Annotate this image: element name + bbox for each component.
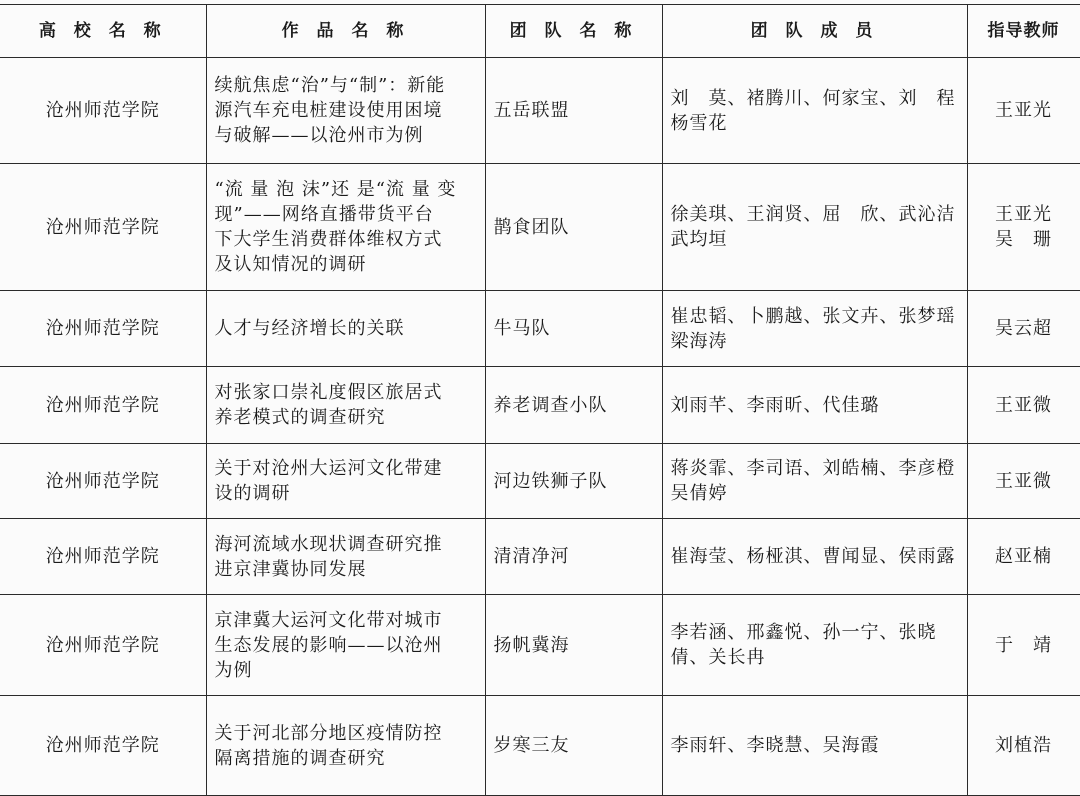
- team-cell: 扬帆冀海: [485, 595, 662, 696]
- work-line: 续航焦虑“治”与“制”：新能: [214, 75, 446, 96]
- members-cell: [662, 58, 967, 164]
- team-cell: 清清净河: [485, 519, 662, 595]
- table-row: [0, 696, 1080, 796]
- teacher-cell: [967, 367, 1080, 444]
- table-row: [0, 164, 1080, 291]
- members-line: 梁海涛: [670, 330, 728, 352]
- work-line: 与破解——以沧州市为例: [214, 125, 424, 146]
- members-line: 吴倩婷: [670, 483, 728, 504]
- work-line: 关于河北部分地区疫情防控: [214, 722, 443, 744]
- members-cell: [662, 291, 967, 367]
- teacher-line: 王亚光: [995, 204, 1052, 225]
- members-line: 刘雨芊、李雨昕、代佳璐: [670, 394, 880, 416]
- school-cell: 沧州师范学院: [0, 519, 206, 595]
- teacher-cell: [967, 164, 1080, 291]
- members-line: 蒋炎霏、李司语、刘皓楠、李彦橙: [670, 458, 956, 479]
- members-line: 倩、关长冉: [670, 647, 766, 668]
- work-line: 养老模式的调查研究: [214, 407, 386, 428]
- teacher-line: 吴 珊: [995, 229, 1052, 250]
- team-cell: 五岳联盟: [485, 58, 662, 164]
- members-cell: [662, 164, 967, 291]
- work-line: 源汽车充电桩建设使用困境: [214, 100, 443, 121]
- members-cell: [662, 696, 967, 796]
- award-table: [0, 4, 1080, 796]
- members-line: 崔忠韬、卜鹏越、张文卉、张梦瑶: [670, 305, 956, 327]
- teacher-cell: [967, 58, 1080, 164]
- work-line: 生态发展的影响——以沧州: [214, 634, 443, 656]
- work-line: 海河流域水现状调查研究推: [214, 533, 443, 555]
- work-line: 京津冀大运河文化带对城市: [214, 609, 443, 631]
- teacher-cell: [967, 519, 1080, 595]
- table-row: [0, 444, 1080, 519]
- work-line: 为例: [214, 659, 253, 681]
- school-cell: 沧州师范学院: [0, 367, 206, 444]
- teacher-cell: [967, 444, 1080, 519]
- work-cell: [206, 595, 485, 696]
- header-row: [0, 5, 1080, 58]
- members-cell: [662, 367, 967, 444]
- table-row: [0, 58, 1080, 164]
- work-line: 人才与经济增长的关联: [214, 318, 405, 339]
- work-cell: [206, 444, 485, 519]
- work-cell: [206, 519, 485, 595]
- members-line: 李若涵、邢鑫悦、孙一宁、张晓: [670, 622, 937, 643]
- members-cell: [662, 519, 967, 595]
- school-cell: 沧州师范学院: [0, 696, 206, 796]
- members-line: 杨雪花: [670, 112, 728, 134]
- work-cell: [206, 164, 485, 291]
- members-line: 崔海莹、杨桠淇、曹闻显、侯雨露: [670, 546, 956, 567]
- teacher-cell: [967, 696, 1080, 796]
- members-line: 刘 莫、褚腾川、何家宝、刘 程: [670, 87, 956, 109]
- work-line: 对张家口崇礼度假区旅居式: [214, 382, 443, 403]
- teacher-line: 于 靖: [995, 634, 1052, 656]
- team-cell: 牛马队: [485, 291, 662, 367]
- team-cell: 河边铁狮子队: [485, 444, 662, 519]
- work-cell: [206, 291, 485, 367]
- work-cell: [206, 58, 485, 164]
- header-work: 作 品 名 称: [206, 5, 485, 58]
- table-row: [0, 367, 1080, 444]
- members-line: 徐美琪、王润贤、屈 欣、武沁洁: [670, 204, 956, 225]
- work-line: 关于对沧州大运河文化带建: [214, 458, 443, 479]
- table-row: [0, 595, 1080, 696]
- teacher-line: 王亚光: [995, 100, 1052, 121]
- table-body: [0, 58, 1080, 796]
- members-line: 李雨轩、李晓慧、吴海霞: [670, 735, 880, 756]
- school-cell: 沧州师范学院: [0, 291, 206, 367]
- teacher-cell: [967, 291, 1080, 367]
- table-row: [0, 291, 1080, 367]
- work-line: 下大学生消费群体维权方式: [214, 229, 443, 250]
- work-line: 隔离措施的调查研究: [214, 747, 386, 769]
- school-cell: 沧州师范学院: [0, 58, 206, 164]
- teacher-line: 刘植浩: [995, 735, 1052, 756]
- work-cell: [206, 696, 485, 796]
- team-cell: 鹊食团队: [485, 164, 662, 291]
- header-school: 高 校 名 称: [0, 5, 206, 58]
- members-line: 武均垣: [670, 229, 728, 250]
- team-cell: 岁寒三友: [485, 696, 662, 796]
- header-team: 团 队 名 称: [485, 5, 662, 58]
- school-cell: 沧州师范学院: [0, 164, 206, 291]
- team-cell: 养老调查小队: [485, 367, 662, 444]
- teacher-line: 王亚微: [995, 470, 1052, 492]
- members-cell: [662, 444, 967, 519]
- work-line: 设的调研: [214, 483, 291, 504]
- teacher-line: 吴云超: [995, 318, 1052, 339]
- teacher-line: 王亚微: [995, 394, 1052, 416]
- teacher-line: 赵亚楠: [995, 546, 1052, 567]
- work-line: 及认知情况的调研: [214, 254, 367, 275]
- work-line: 现”——网络直播带货平台: [214, 204, 434, 225]
- school-cell: 沧州师范学院: [0, 444, 206, 519]
- members-cell: [662, 595, 967, 696]
- work-line: “流 量 泡 沫”还 是“流 量 变: [214, 179, 457, 200]
- header-teacher: 指导教师: [967, 5, 1080, 58]
- school-cell: 沧州师范学院: [0, 595, 206, 696]
- header-members: 团 队 成 员: [662, 5, 967, 58]
- work-cell: [206, 367, 485, 444]
- table-row: [0, 519, 1080, 595]
- teacher-cell: [967, 595, 1080, 696]
- work-line: 进京津冀协同发展: [214, 558, 367, 580]
